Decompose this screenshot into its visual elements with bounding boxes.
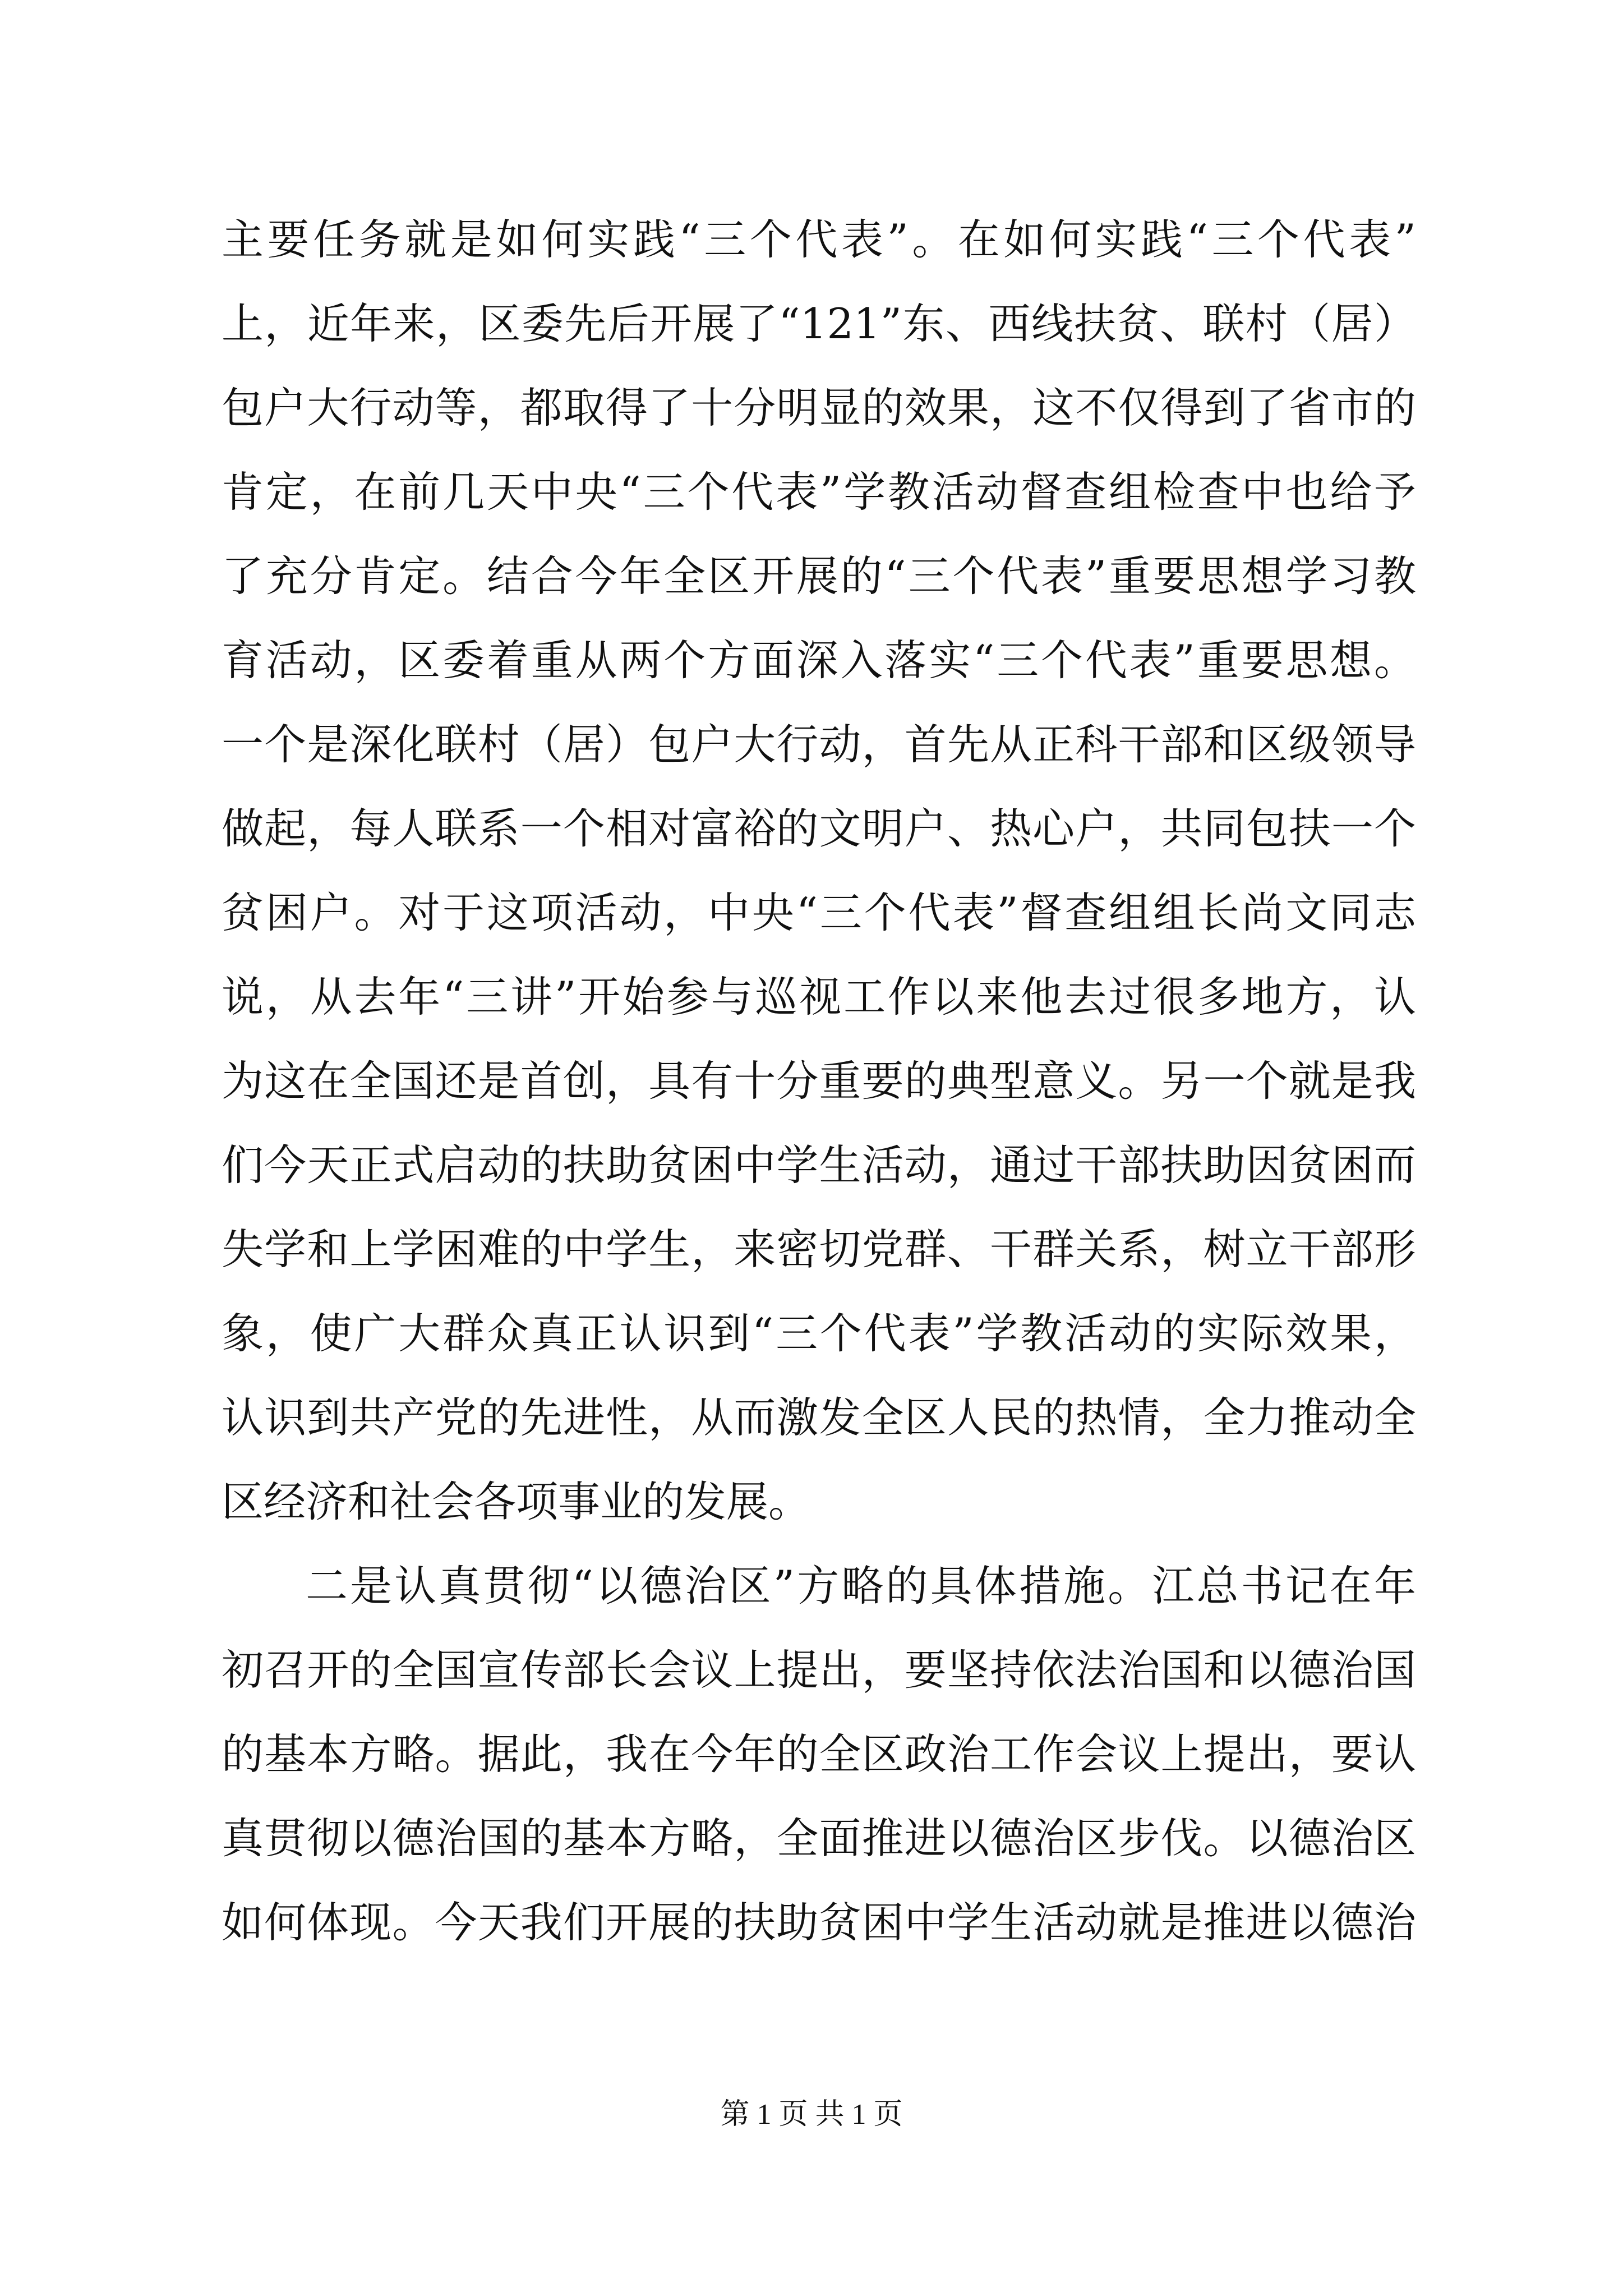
text-line: 失学和上学困难的中学生，来密切党群、干群关系，树立干部形 <box>222 1225 1416 1274</box>
text-line: 如何体现。今天我们开展的扶助贫困中学生活动就是推进以德治 <box>222 1898 1416 1947</box>
text-line: 象，使广大群众真正认识到“三个代表”学教活动的实际效果， <box>222 1309 1416 1358</box>
text-line: 主要任务就是如何实践“三个代表”。在如何实践“三个代表” <box>222 215 1416 264</box>
text-line: 肯定，在前几天中央“三个代表”学教活动督查组检查中也给予 <box>222 467 1416 517</box>
text-line: 包户大行动等，都取得了十分明显的效果，这不仅得到了省市的 <box>222 383 1416 432</box>
text-line: 做起，每人联系一个相对富裕的文明户、热心户，共同包扶一个 <box>222 804 1416 853</box>
text-line: 二是认真贯彻“以德治区”方略的具体措施。江总书记在年 <box>306 1561 1416 1611</box>
text-line: 贫困户。对于这项活动，中央“三个代表”督查组组长尚文同志 <box>222 888 1416 937</box>
text-line: 说，从去年“三讲”开始参与巡视工作以来他去过很多地方，认 <box>222 972 1416 1022</box>
text-line: 上，近年来，区委先后开展了“121”东、西线扶贫、联村（居） <box>222 299 1416 348</box>
text-line: 初召开的全国宣传部长会议上提出，要坚持依法治国和以德治国 <box>222 1645 1416 1695</box>
text-line: 认识到共产党的先进性，从而激发全区人民的热情，全力推动全 <box>222 1393 1416 1442</box>
text-line: 的基本方略。据此，我在今年的全区政治工作会议上提出，要认 <box>222 1729 1416 1779</box>
body-text <box>222 197 1416 1964</box>
text-line: 区经济和社会各项事业的发展。 <box>222 1477 811 1526</box>
page-footer: 第 1 页 共 1 页 <box>720 2099 903 2131</box>
text-line: 育活动，区委着重从两个方面深入落实“三个代表”重要思想。 <box>222 636 1416 685</box>
text-line: 一个是深化联村（居）包户大行动，首先从正科干部和区级领导 <box>222 720 1416 769</box>
text-line: 真贯彻以德治国的基本方略，全面推进以德治区步伐。以德治区 <box>222 1814 1416 1863</box>
text-line: 为这在全国还是首创，具有十分重要的典型意义。另一个就是我 <box>222 1056 1416 1106</box>
text-line: 了充分肯定。结合今年全区开展的“三个代表”重要思想学习教 <box>222 551 1416 601</box>
text-line: 们今天正式启动的扶助贫困中学生活动，通过干部扶助因贫困而 <box>222 1140 1416 1190</box>
